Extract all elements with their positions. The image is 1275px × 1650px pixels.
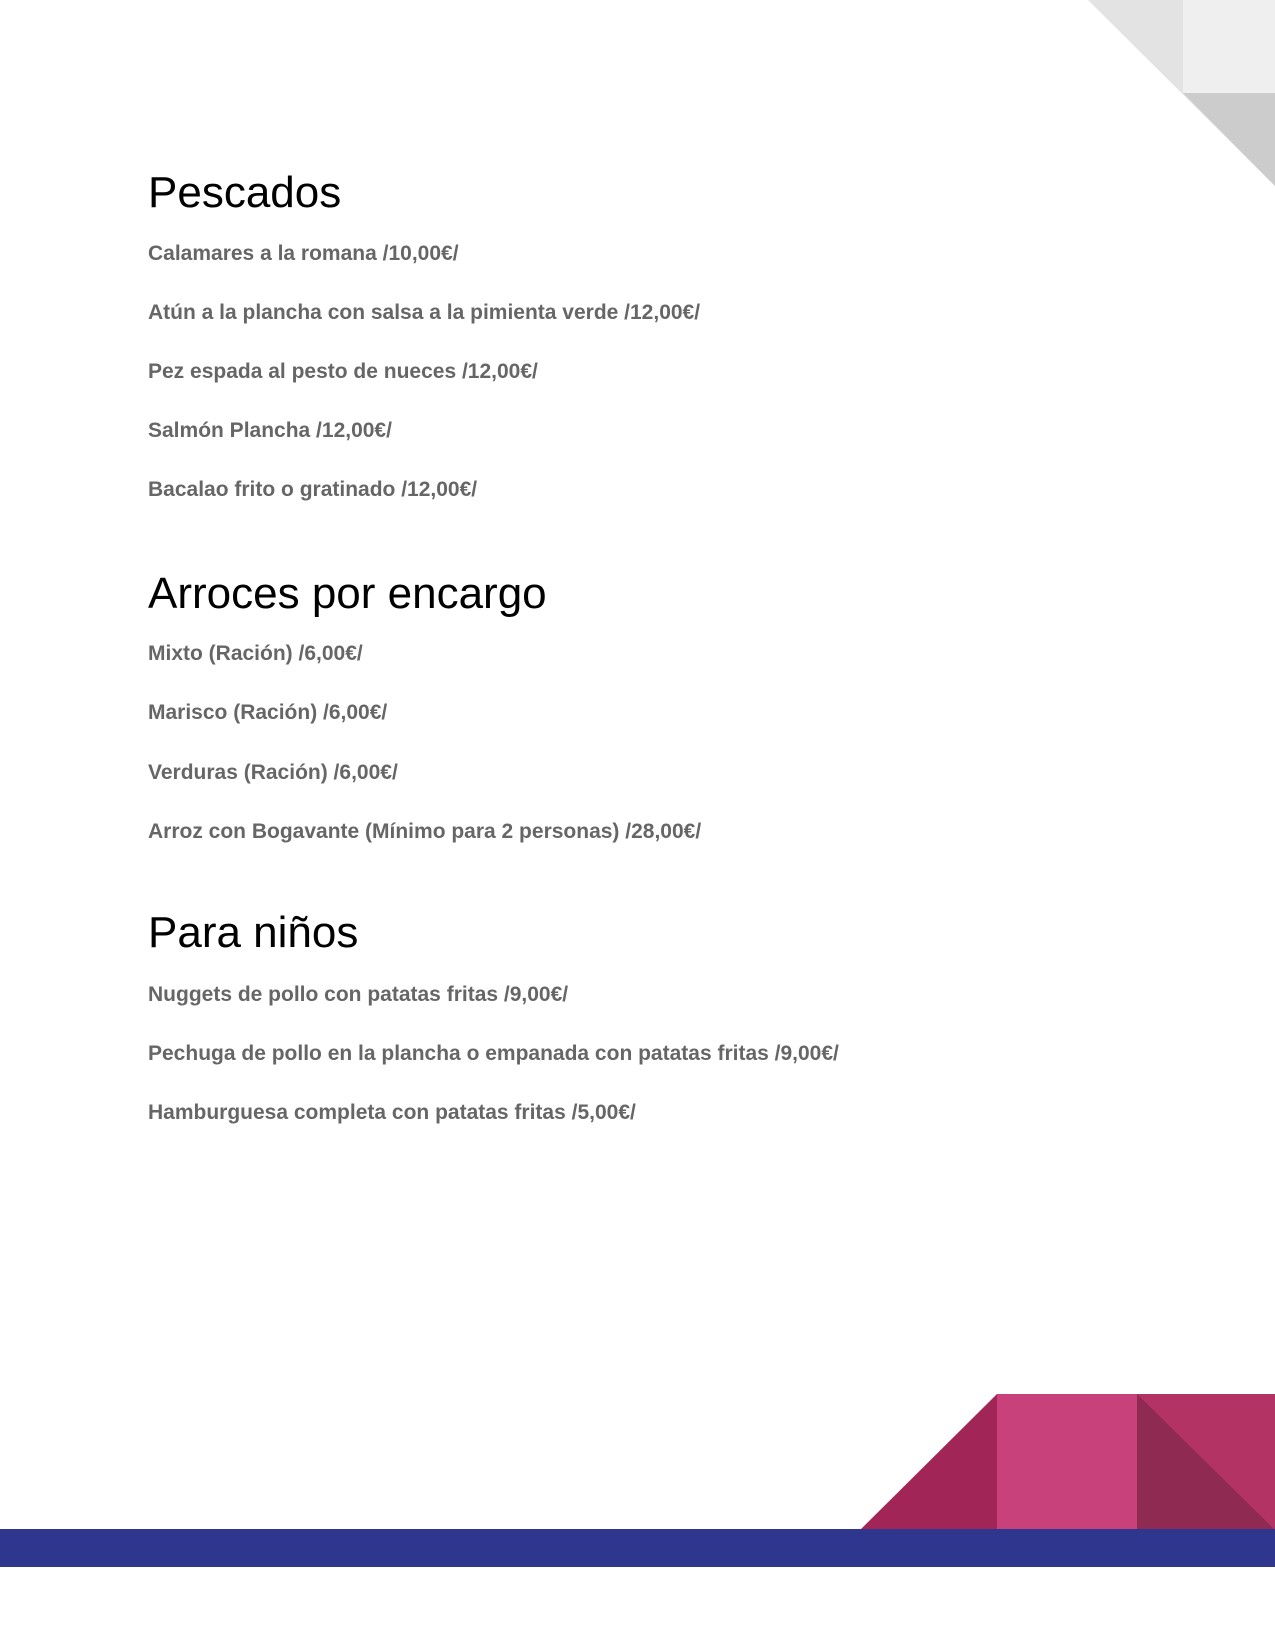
top-right-corner-light xyxy=(1088,0,1275,186)
menu-item: Marisco (Ración) /6,00€/ xyxy=(148,701,388,724)
menu-item: Verduras (Ración) /6,00€/ xyxy=(148,761,398,784)
menu-item: Atún a la plancha con salsa a la pimienta verde /12,00€/ xyxy=(148,301,701,324)
footer-band xyxy=(0,1529,1275,1567)
section-title-para-ninos: Para niños xyxy=(148,908,359,957)
section-title-arroces: Arroces por encargo xyxy=(148,569,547,618)
menu-item: Nuggets de pollo con patatas fritas /9,00€/ xyxy=(148,983,569,1006)
menu-item: Bacalao frito o gratinado /12,00€/ xyxy=(148,478,478,501)
menu-item: Calamares a la romana /10,00€/ xyxy=(148,242,459,265)
menu-item: Hamburguesa completa con patatas fritas /5,00€/ xyxy=(148,1101,636,1124)
bottom-right-dark-shadow xyxy=(1137,1394,1275,1530)
menu-item: Mixto (Ración) /6,00€/ xyxy=(148,642,363,665)
menu-item: Salmón Plancha /12,00€/ xyxy=(148,419,392,442)
menu-item: Pechuga de pollo en la plancha o empanada con patatas fritas /9,00€/ xyxy=(148,1042,839,1065)
bottom-right-triangle xyxy=(860,1394,997,1530)
menu-item: Pez espada al pesto de nueces /12,00€/ xyxy=(148,360,538,383)
bottom-right-dark-block xyxy=(1137,1394,1275,1530)
top-right-corner-shadow xyxy=(1183,93,1275,186)
menu-item: Arroz con Bogavante (Mínimo para 2 personas) /28,00€/ xyxy=(148,820,702,843)
top-right-corner-square xyxy=(1183,0,1275,93)
section-title-pescados: Pescados xyxy=(148,168,342,217)
bottom-right-pink-block xyxy=(997,1394,1137,1530)
